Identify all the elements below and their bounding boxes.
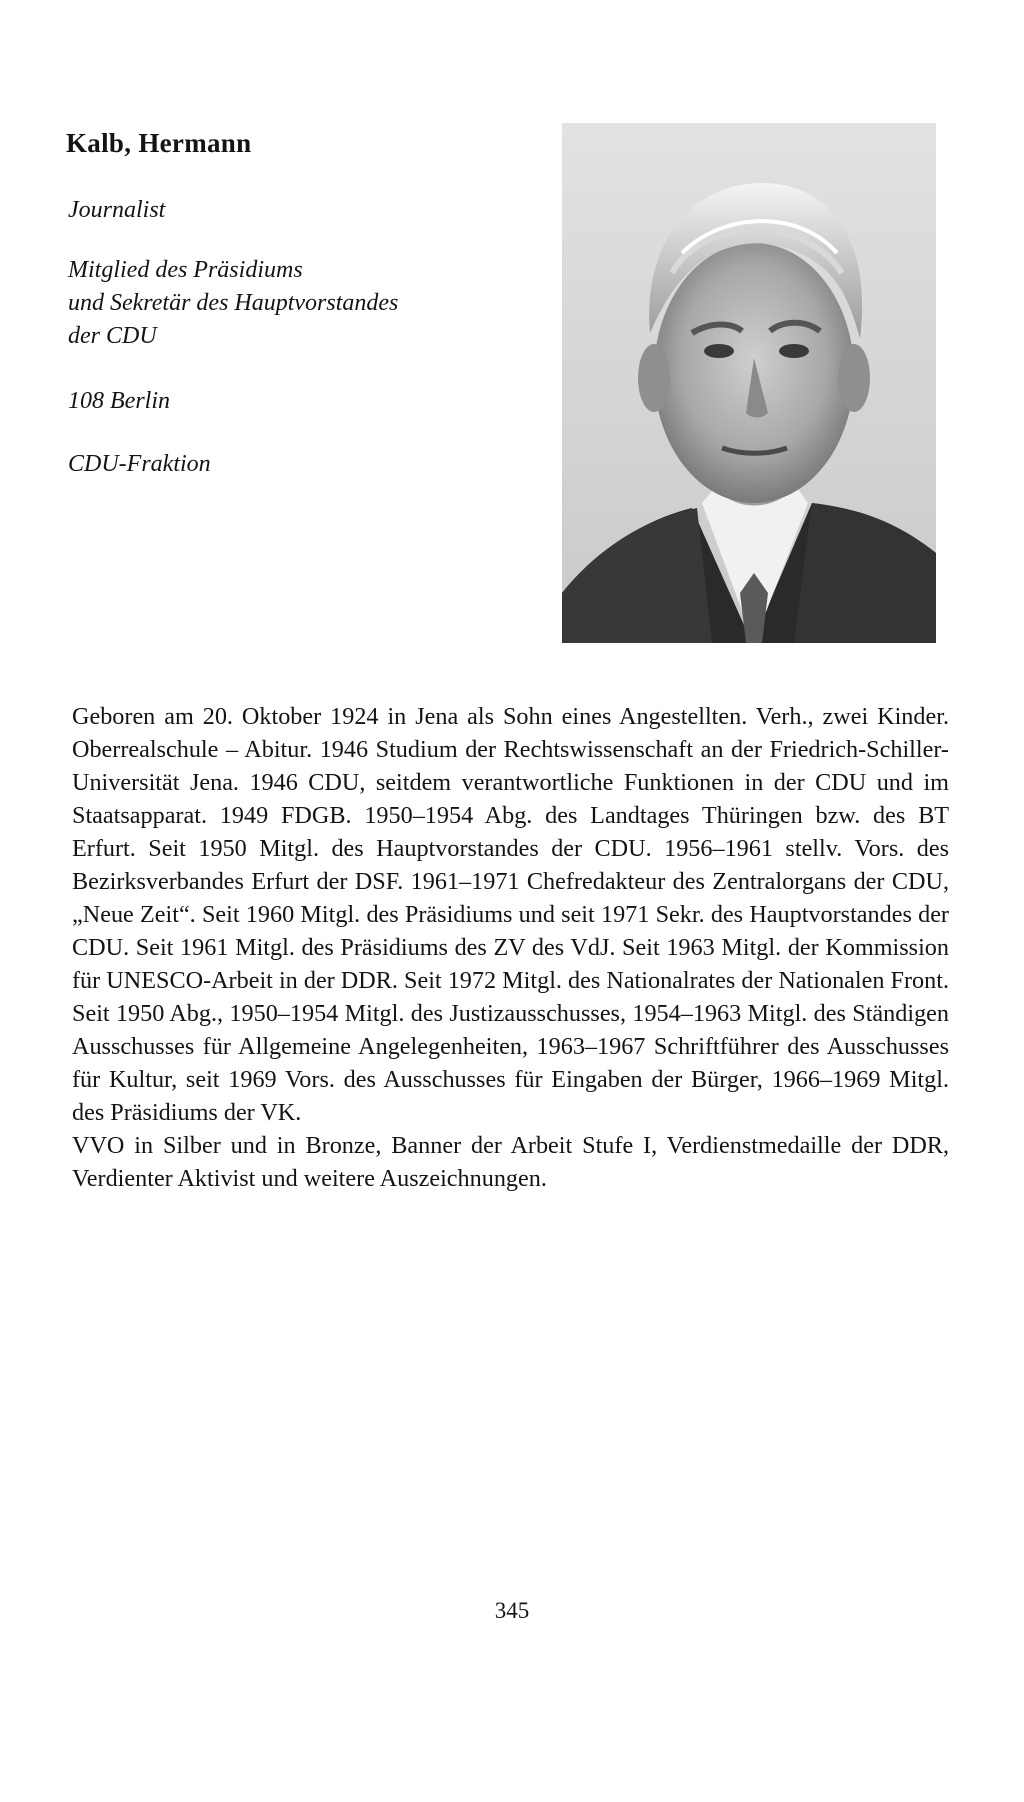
page-number: 345 xyxy=(494,1598,530,1623)
portrait-photo xyxy=(562,123,936,643)
role-description xyxy=(68,254,488,353)
person-name: Kalb, Hermann xyxy=(66,128,252,158)
biography-text: Geboren am 20. Oktober 1924 in Jena als Sohn eines Angestellten. Verh., zwei Kinder. Oberrealschule – Abitur. 1946 Studium der Rechtswissenschaft an der Friedrich-Schiller-Universität Jena. 1946 CDU, seitdem verantwortliche Funktionen in der CDU und im Staatsapparat. 1949 FDGB. 1950–1954 Abg. des Landtages Thüringen bzw. des BT Erfurt. Seit 1950 Mitgl. des Hauptvorstandes der CDU. 1956–1961 stellv. Vors. des Bezirksverbandes Erfurt der DSF. 1961–1971 Chefredakteur des Zentralorgans der CDU, „Neue Zeit“. Seit 1960 Mitgl. des Präsidiums und seit 1971 Sekr. des Hauptvorstandes der CDU. Seit 1961 Mitgl. des Präsidiums des ZV des VdJ. Seit 1963 Mitgl. der Kommission für UNESCO-Arbeit in der DDR. Seit 1972 Mitgl. des Nationalrates der Nationalen Front. Seit 1950 Abg., 1950–1954 Mitgl. des Justizausschusses, 1954–1963 Mitgl. des Ständigen Ausschusses für Allgemeine Angelegenheiten, 1963–1967 Schriftführer des Ausschusses für Kultur, seit 1969 Vors. des Ausschusses für Eingaben der Bürger, 1966–1969 Mitgl. des Präsidiums der VK. xyxy=(72,703,949,1126)
portrait-photo-icon xyxy=(562,123,936,643)
profession: Journalist xyxy=(68,197,166,223)
parliamentary-fraction: CDU-Fraktion xyxy=(68,451,211,477)
biography xyxy=(72,700,949,1195)
role-line: Mitglied des Präsidiums xyxy=(68,257,303,283)
awards-text: VVO in Silber und in Bronze, Banner der Arbeit Stufe I, Verdienstmedaille der DDR, Verdienter Aktivist und weitere Auszeichnungen. xyxy=(72,1132,949,1192)
role-line: der CDU xyxy=(68,323,157,349)
address: 108 Berlin xyxy=(68,388,170,414)
role-line: und Sekretär des Hauptvorstandes xyxy=(68,290,399,316)
